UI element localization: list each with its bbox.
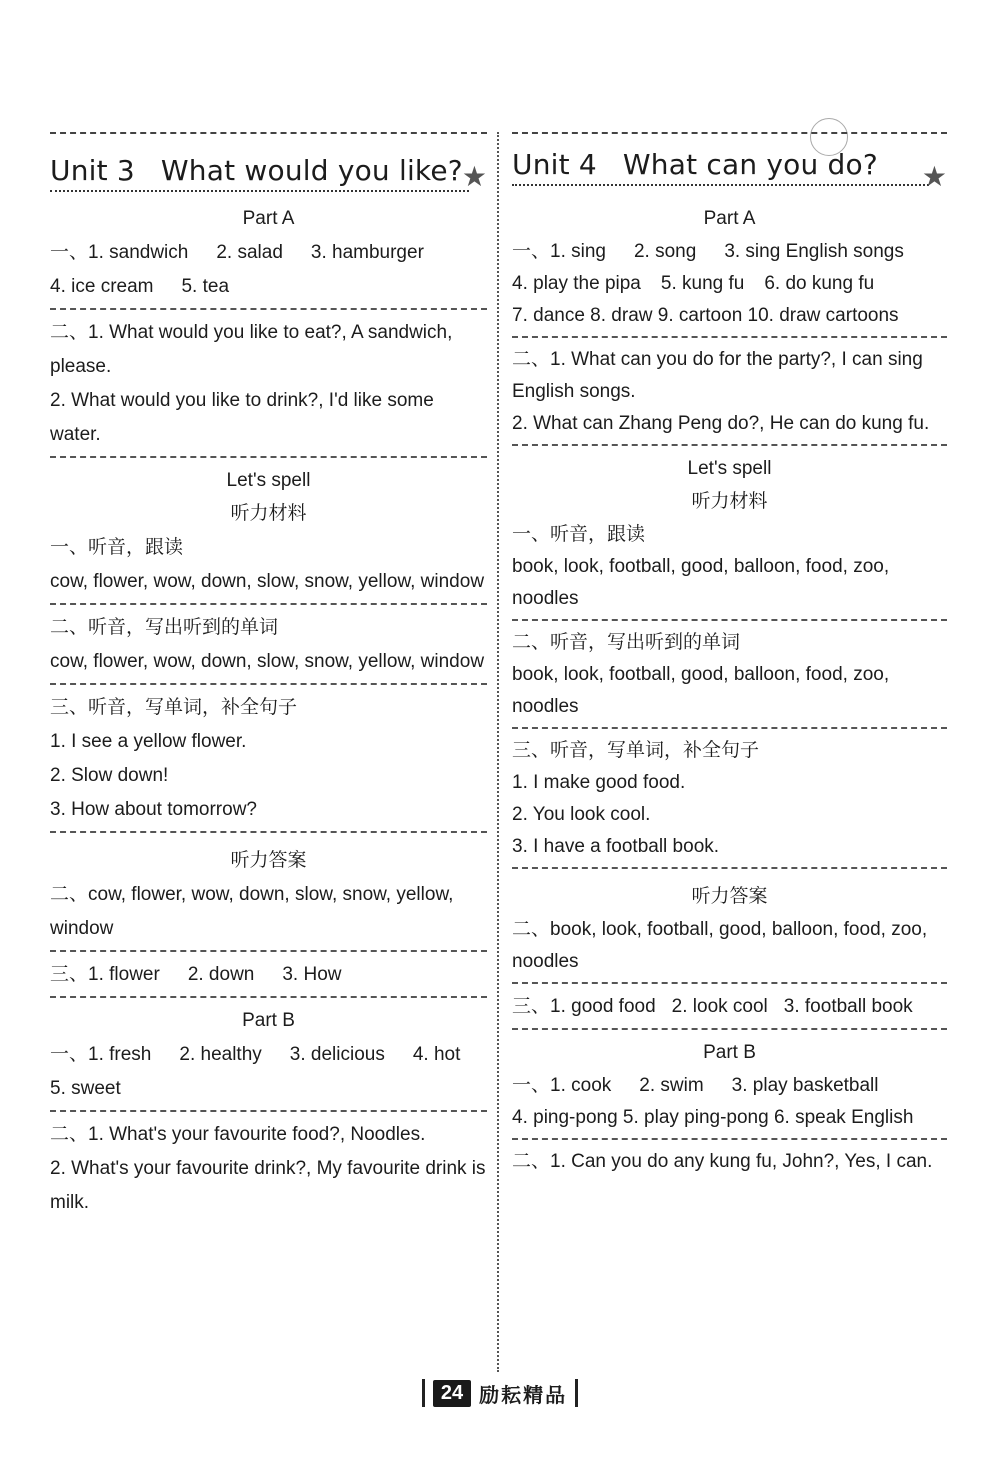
answer-line: [512, 236, 947, 268]
answer-line: 二、book, look, football, good, balloon, food, zoo, noodles: [512, 919, 928, 972]
answer-item: 一、1. sandwich: [50, 242, 189, 263]
answer-item: 2. swim: [639, 1075, 704, 1096]
answer-line: book, look, football, good, balloon, food, zoo, noodles: [512, 664, 890, 717]
spell-s2: [50, 605, 487, 685]
answer-item: 3. football book: [783, 996, 913, 1017]
part-b-q1: [512, 1030, 947, 1140]
answer-item: 2. healthy: [179, 1044, 262, 1065]
answer-item: 5. kung fu: [660, 273, 745, 294]
unit-header: [50, 132, 487, 196]
section-heading: Part A: [703, 208, 756, 229]
answer-item: 4. play the pipa: [512, 273, 641, 294]
section-subheading: 听力材料: [691, 491, 768, 512]
answer-item: 4. hot: [412, 1044, 461, 1065]
listening-answers: [512, 869, 947, 984]
question-heading: 一、听音，跟读: [50, 537, 184, 558]
answer-line: [512, 268, 947, 300]
answer-item: 3. sing English songs: [724, 241, 904, 262]
unit-header: [512, 132, 947, 196]
answer-line: [50, 270, 487, 304]
title-underline: [512, 184, 929, 186]
answer-line: 2. What's your favourite drink?, My favourite drink is milk.: [50, 1158, 486, 1213]
answer-line: [50, 958, 487, 992]
answer-line: 二、1. What's your favourite food?, Noodles.: [50, 1124, 426, 1145]
answer-line: cow, flower, wow, down, slow, snow, yellow, window: [50, 571, 485, 592]
answer-line: 二、1. Can you do any kung fu, John?, Yes, I can.: [512, 1151, 933, 1172]
answer-line: 2. What would you like to drink?, I'd like some water.: [50, 390, 434, 445]
answer-line: 2. What can Zhang Peng do?, He can do kung fu.: [512, 413, 930, 434]
spell-s1: [512, 446, 947, 621]
answer-line: [50, 236, 487, 270]
answer-item: 5. tea: [181, 276, 230, 297]
answer-item: 一、1. cook: [512, 1075, 612, 1096]
answer-line: 3. How about tomorrow?: [50, 799, 257, 820]
answer-item: 3. play basketball: [731, 1075, 879, 1096]
footer-bar: [422, 1379, 425, 1407]
answer-item: 3. delicious: [289, 1044, 385, 1065]
answer-item: 一、1. fresh: [50, 1044, 152, 1065]
unit-number: Unit 4: [512, 148, 597, 181]
star-icon: ★: [921, 161, 947, 192]
answer-line: 7. dance 8. draw 9. cartoon 10. draw cartoons: [512, 305, 899, 326]
answer-line: 2. You look cool.: [512, 804, 651, 825]
section-subheading: 听力材料: [230, 503, 307, 524]
spell-s1: [50, 458, 487, 605]
question-heading: 二、听音，写出听到的单词: [50, 617, 279, 638]
section-heading: Let's spell: [687, 458, 772, 479]
answer-item: 4. ice cream: [50, 276, 154, 297]
answer-line: [512, 990, 947, 1024]
answer-line: [50, 1038, 487, 1072]
answer-line: cow, flower, wow, down, slow, snow, yellow, window: [50, 651, 485, 672]
part-a-q2: [50, 310, 487, 458]
answer-item: 2. song: [633, 241, 697, 262]
spell-s3: [512, 729, 947, 869]
answer-line: 2. Slow down!: [50, 765, 169, 786]
part-a-q1: [512, 196, 947, 338]
section-subheading: 听力答案: [691, 886, 768, 907]
answer-item: 三、1. flower: [50, 964, 160, 985]
question-heading: 三、听音，写单词，补全句子: [50, 697, 298, 718]
answer-line: 1. I see a yellow flower.: [50, 731, 247, 752]
section-heading: Let's spell: [226, 470, 311, 491]
brand-name: 励耘精品: [479, 1384, 568, 1407]
unit-number: Unit 3: [50, 154, 135, 187]
answer-line: 5. sweet: [50, 1078, 121, 1099]
answer-item: 2. salad: [216, 242, 283, 263]
part-b-q2: [512, 1140, 947, 1182]
listening-answers-3: [512, 984, 947, 1030]
answer-item: 2. down: [187, 964, 255, 985]
answer-line: 1. I make good food.: [512, 772, 686, 793]
answer-item: 一、1. sing: [512, 241, 606, 262]
listening-answers: [50, 833, 487, 952]
unit-title: [50, 154, 463, 187]
part-b-q2: [50, 1112, 487, 1224]
section-subheading: 听力答案: [230, 850, 307, 871]
listening-answers-3: [50, 952, 487, 998]
section-heading: Part B: [703, 1042, 756, 1063]
answer-line: [512, 1070, 947, 1102]
right-column: [512, 132, 947, 1182]
answer-line: book, look, football, good, balloon, food, zoo, noodles: [512, 556, 890, 609]
part-a-q1: [50, 196, 487, 310]
part-a-q2: [512, 338, 947, 446]
title-underline: [50, 190, 469, 192]
question-heading: 二、听音，写出听到的单词: [512, 632, 741, 653]
footer-bar: [575, 1379, 578, 1407]
answer-line: 3. I have a football book.: [512, 836, 720, 857]
answer-line: 二、1. What can you do for the party?, I can sing English songs.: [512, 349, 923, 402]
unit-name: What would you like?: [160, 154, 463, 187]
answer-line: 二、cow, flower, wow, down, slow, snow, yellow, window: [50, 884, 454, 939]
page-footer: [413, 1376, 587, 1410]
spell-s2: [512, 621, 947, 729]
unit-name: What can you do?: [622, 148, 878, 181]
answer-item: 3. hamburger: [310, 242, 424, 263]
part-b-q1: [50, 998, 487, 1112]
answer-item: 3. How: [282, 964, 342, 985]
unit-title: [512, 148, 878, 181]
section-heading: Part B: [242, 1010, 295, 1031]
answer-line: 二、1. What would you like to eat?, A sandwich, please.: [50, 322, 453, 377]
answer-item: 6. do kung fu: [764, 273, 875, 294]
answer-item: 2. look cool: [671, 996, 768, 1017]
left-column: [50, 132, 487, 1224]
column-divider: [497, 132, 499, 1372]
star-icon: ★: [461, 161, 487, 192]
section-heading: Part A: [242, 208, 295, 229]
answer-item: 三、1. good food: [512, 996, 656, 1017]
question-heading: 一、听音，跟读: [512, 524, 646, 545]
spell-s3: [50, 685, 487, 833]
answer-line: 4. ping-pong 5. play ping-pong 6. speak English: [512, 1107, 914, 1128]
page-number: 24: [433, 1380, 471, 1407]
question-heading: 三、听音，写单词，补全句子: [512, 740, 760, 761]
